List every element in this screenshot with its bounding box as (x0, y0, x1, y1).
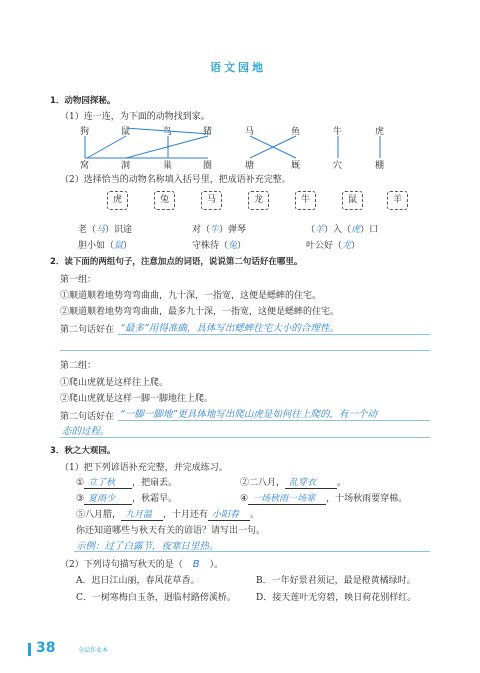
matching-lines (0, 0, 480, 180)
footer-brand: 全品作业本 (78, 647, 109, 654)
home-5: 塘 (245, 161, 255, 171)
animal-5: 马 (245, 127, 255, 137)
q3-heading: 3．秋之大观园。 (50, 446, 116, 456)
q2-group1-sentence1: ①顺道顺着地势弯弯曲曲，九十深，一指宽，这便是蟋蟀的住宅。 (60, 291, 322, 301)
choice-box-3: 马 (201, 191, 222, 210)
answer-line (118, 334, 430, 335)
idiom-2: 对（牛）弹琴 (192, 225, 247, 235)
idiom-3: （羊）入（虎）口 (306, 225, 379, 235)
q2-group2-sentence1: ①爬山虎就是这样往上爬。 (60, 378, 169, 388)
animal-1: 狗 (80, 127, 90, 137)
q3-sub1: （1）把下列谚语补充完整，并完成练习。 (60, 463, 228, 473)
proverb-1: ① 立了秋 ，把扇丢。 (76, 475, 177, 489)
q3-more-answer: 示例：过了白露节，夜寒日里热。 (76, 541, 219, 552)
choice-box-1: 虎 (107, 191, 128, 210)
q3-sub2: （2）下列诗句描写秋天的是（ B ）。 (60, 559, 224, 570)
choice-box-6: 鼠 (342, 191, 363, 210)
option-d: D．接天莲叶无穷碧，映日荷花别样红。 (256, 593, 417, 603)
proverb-3: ③ 夏雨少 ，秋霜早。 (76, 491, 177, 505)
animal-2: 鼠 (121, 127, 131, 137)
q2-group2-answer-1: “一脚一脚地”更具体地写出爬山虎是如何往上爬的，有一个动 (120, 409, 377, 420)
answer-line (118, 420, 430, 421)
answer-line (60, 350, 430, 351)
q2-group2-answer-2: 态的过程。 (62, 426, 110, 437)
idiom-5: 守株待（兔） (192, 241, 247, 251)
q3-more-question: 你还知道哪些与秋天有关的谚语？请写出一句。 (76, 526, 266, 536)
q2-group2-label: 第二组： (60, 361, 97, 371)
page-number: 38 (36, 640, 56, 656)
proverb-2: ②二八月， 乱穿衣 。 (240, 475, 346, 489)
home-1: 窝 (80, 161, 90, 171)
idiom-1: 老（马）识途 (78, 225, 133, 235)
q1-sub2: （2）选择恰当的动物名称填入括号里，把成语补充完整。 (60, 175, 291, 185)
option-c: C．一树寒梅白玉条，迥临村路傍溪桥。 (76, 593, 236, 603)
animal-7: 牛 (333, 127, 343, 137)
choice-box-4: 龙 (248, 191, 269, 210)
q2-group1-answer: “最多”用得准确，具体写出蟋蟀住宅大小的合理性。 (120, 323, 339, 334)
option-b: B．一年好景君须记，最是橙黄橘绿时。 (256, 576, 416, 586)
home-7: 穴 (333, 161, 343, 171)
q2-group2-sentence2: ②爬山虎就是这样一脚一脚地往上爬。 (60, 394, 214, 404)
q2-group1-prompt: 第二句话好在 (60, 325, 115, 335)
choice-box-7: 羊 (387, 191, 408, 210)
idiom-4: 胆小如（鼠） (78, 241, 133, 251)
proverb-5: ⑤八月腊， 九月温 ，十月还有 小阳春 。 (76, 507, 259, 521)
home-2: 洞 (121, 161, 131, 171)
q1-heading: 1．动物园探秘。 (50, 96, 116, 106)
answer-line (60, 437, 430, 438)
home-8: 棚 (375, 161, 385, 171)
footer-bar (28, 643, 31, 656)
proverb-4: ④ 一场秋雨一场寒 ，十场秋雨要穿棉。 (240, 491, 407, 505)
home-3: 巢 (163, 161, 173, 171)
animal-6: 鱼 (291, 127, 301, 137)
option-a: A．迟日江山丽，春风花草香。 (76, 576, 200, 586)
animal-3: 鸟 (163, 127, 173, 137)
answer-line (74, 551, 430, 552)
choice-box-5: 牛 (295, 191, 316, 210)
idiom-6: 叶公好（龙） (306, 241, 361, 251)
q2-heading: 2．读下面的两组句子，注意加点的词语，说说第二句话好在哪里。 (50, 257, 303, 267)
animal-8: 虎 (375, 127, 385, 137)
q2-group2-prompt: 第二句话好在 (60, 412, 115, 422)
home-6: 厩 (291, 161, 301, 171)
choice-box-2: 兔 (154, 191, 175, 210)
q2-group1-sentence2: ②顺道顺着地势弯弯曲曲，最多九十深，一指宽，这便是蟋蟀的住宅。 (60, 307, 340, 317)
home-4: 圈 (203, 161, 213, 171)
q2-group1-label: 第一组： (60, 275, 97, 285)
animal-4: 猪 (203, 127, 213, 137)
page-title: 语文园地 (210, 61, 266, 74)
q1-sub1: （1）连一连，为下面的动物找到家。 (60, 112, 210, 122)
